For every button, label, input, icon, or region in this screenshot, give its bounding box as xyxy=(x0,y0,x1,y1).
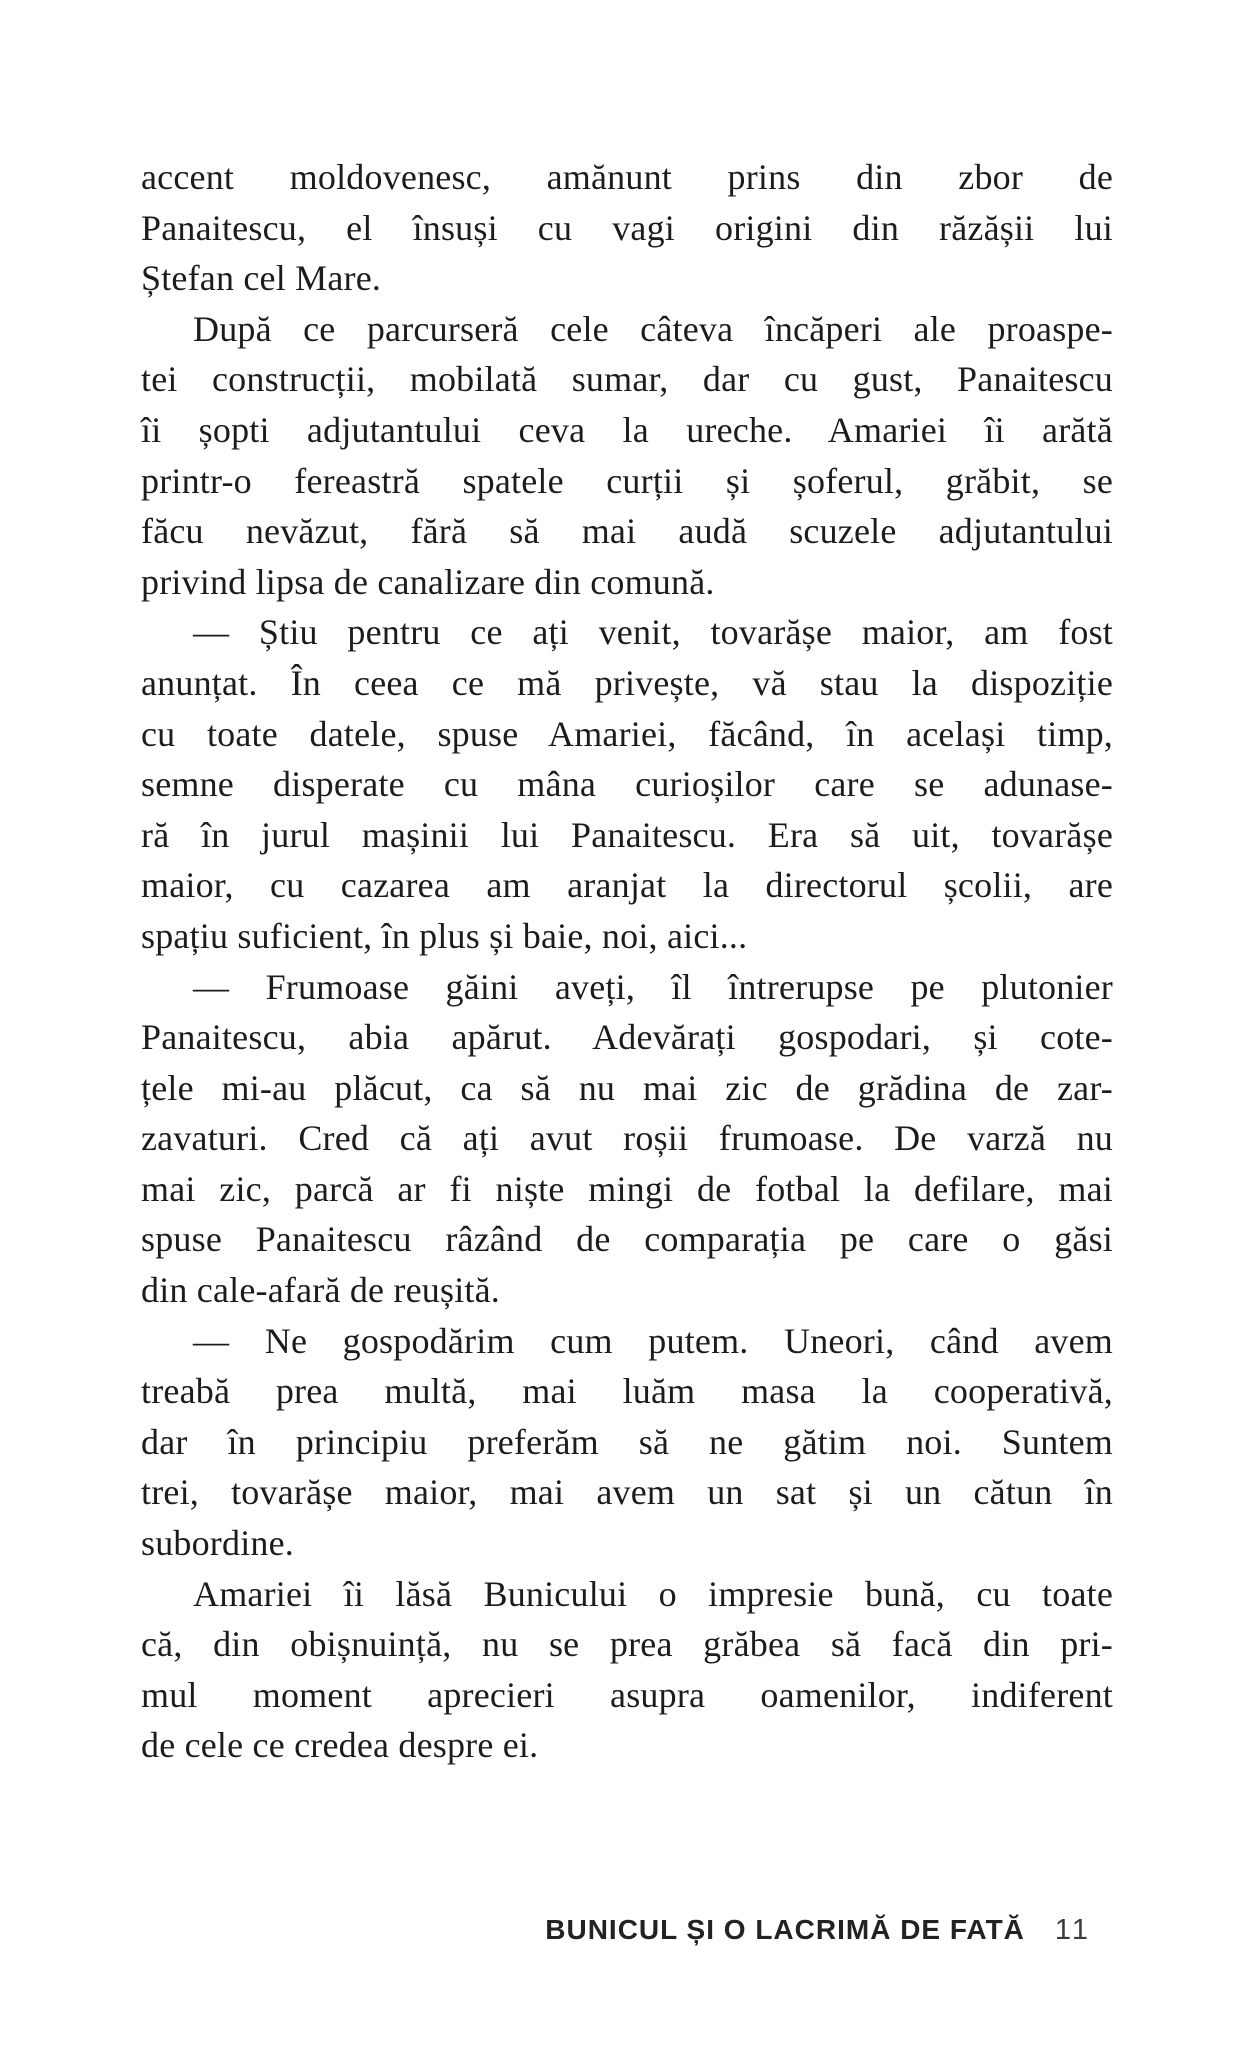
text-line: tei construcții, mobilată sumar, dar cu gust, Panaitescu xyxy=(141,359,1113,400)
text-line: îi șopti adjutantului ceva la ureche. Amariei îi arătă xyxy=(141,409,1113,450)
text-line: Amariei îi lăsă Bunicului o impresie bună, cu toate xyxy=(193,1573,1113,1614)
text-line: spuse Panaitescu râzând de comparația pe care o găsi xyxy=(141,1219,1113,1260)
text-line: dar în principiu preferăm să ne gătim noi. Suntem xyxy=(141,1421,1113,1462)
text-line: semne disperate cu mâna curioșilor care se adunase- xyxy=(141,764,1113,805)
text-paragraph xyxy=(141,962,1113,1316)
text-paragraph xyxy=(141,152,1113,304)
text-line: privind lipsa de canalizare din comună. xyxy=(141,561,715,602)
text-line: cu toate datele, spuse Amariei, făcând, în același timp, xyxy=(141,713,1113,754)
text-line: anunțat. În ceea ce mă privește, vă stau la dispoziție xyxy=(141,662,1113,703)
text-line: — Frumoase găini aveți, îl întrerupse pe plutonier xyxy=(193,966,1113,1007)
text-line: că, din obișnuință, nu se prea grăbea să facă din pri- xyxy=(141,1624,1113,1665)
running-footer-title: BUNICUL ȘI O LACRIMĂ DE FATĂ xyxy=(545,1914,1025,1945)
text-line: mai zic, parcă ar fi niște mingi de fotbal la defilare, mai xyxy=(141,1168,1113,1209)
text-line: din cale-afară de reușită. xyxy=(141,1270,500,1311)
text-line: — Știu pentru ce ați venit, tovarășe maior, am fost xyxy=(193,612,1113,653)
text-line: Ștefan cel Mare. xyxy=(141,258,382,299)
text-line: subordine. xyxy=(141,1523,294,1564)
text-paragraph xyxy=(141,1316,1113,1569)
text-line: — Ne gospodărim cum putem. Uneori, când avem xyxy=(193,1320,1113,1361)
text-line: treabă prea multă, mai luăm masa la cooperativă, xyxy=(141,1371,1113,1412)
text-line: zavaturi. Cred că ați avut roșii frumoase. De varză nu xyxy=(141,1118,1113,1159)
text-line: accent moldovenesc, amănunt prins din zbor de xyxy=(141,157,1113,197)
text-line: mul moment aprecieri asupra oamenilor, indiferent xyxy=(141,1674,1113,1715)
text-line: țele mi-au plăcut, ca să nu mai zic de grădina de zar- xyxy=(141,1067,1113,1108)
text-line: făcu nevăzut, fără să mai audă scuzele adjutantului xyxy=(141,511,1113,552)
page-footer xyxy=(141,1914,1091,1947)
text-paragraph xyxy=(141,607,1113,961)
page-number: 11 xyxy=(1054,1914,1091,1946)
text-line: După ce parcurseră cele câteva încăperi ale proaspe- xyxy=(193,308,1113,349)
text-paragraph xyxy=(141,304,1113,608)
text-line: Panaitescu, abia apărut. Adevărați gospodari, și cote- xyxy=(141,1017,1113,1058)
text-line: ră în jurul mașinii lui Panaitescu. Era să uit, tovarășe xyxy=(141,814,1113,855)
text-paragraph xyxy=(141,1569,1113,1771)
page-text xyxy=(141,152,1113,1771)
text-line: Panaitescu, el însuși cu vagi origini din răzășii lui xyxy=(141,207,1113,248)
text-line: maior, cu cazarea am aranjat la directorul școlii, are xyxy=(141,865,1113,906)
text-line: trei, tovarășe maior, mai avem un sat și un cătun în xyxy=(141,1472,1113,1513)
text-line: de cele ce credea despre ei. xyxy=(141,1725,539,1766)
text-line: printr-o fereastră spatele curții și șoferul, grăbit, se xyxy=(141,460,1113,501)
text-line: spațiu suficient, în plus și baie, noi, aici... xyxy=(141,915,748,956)
